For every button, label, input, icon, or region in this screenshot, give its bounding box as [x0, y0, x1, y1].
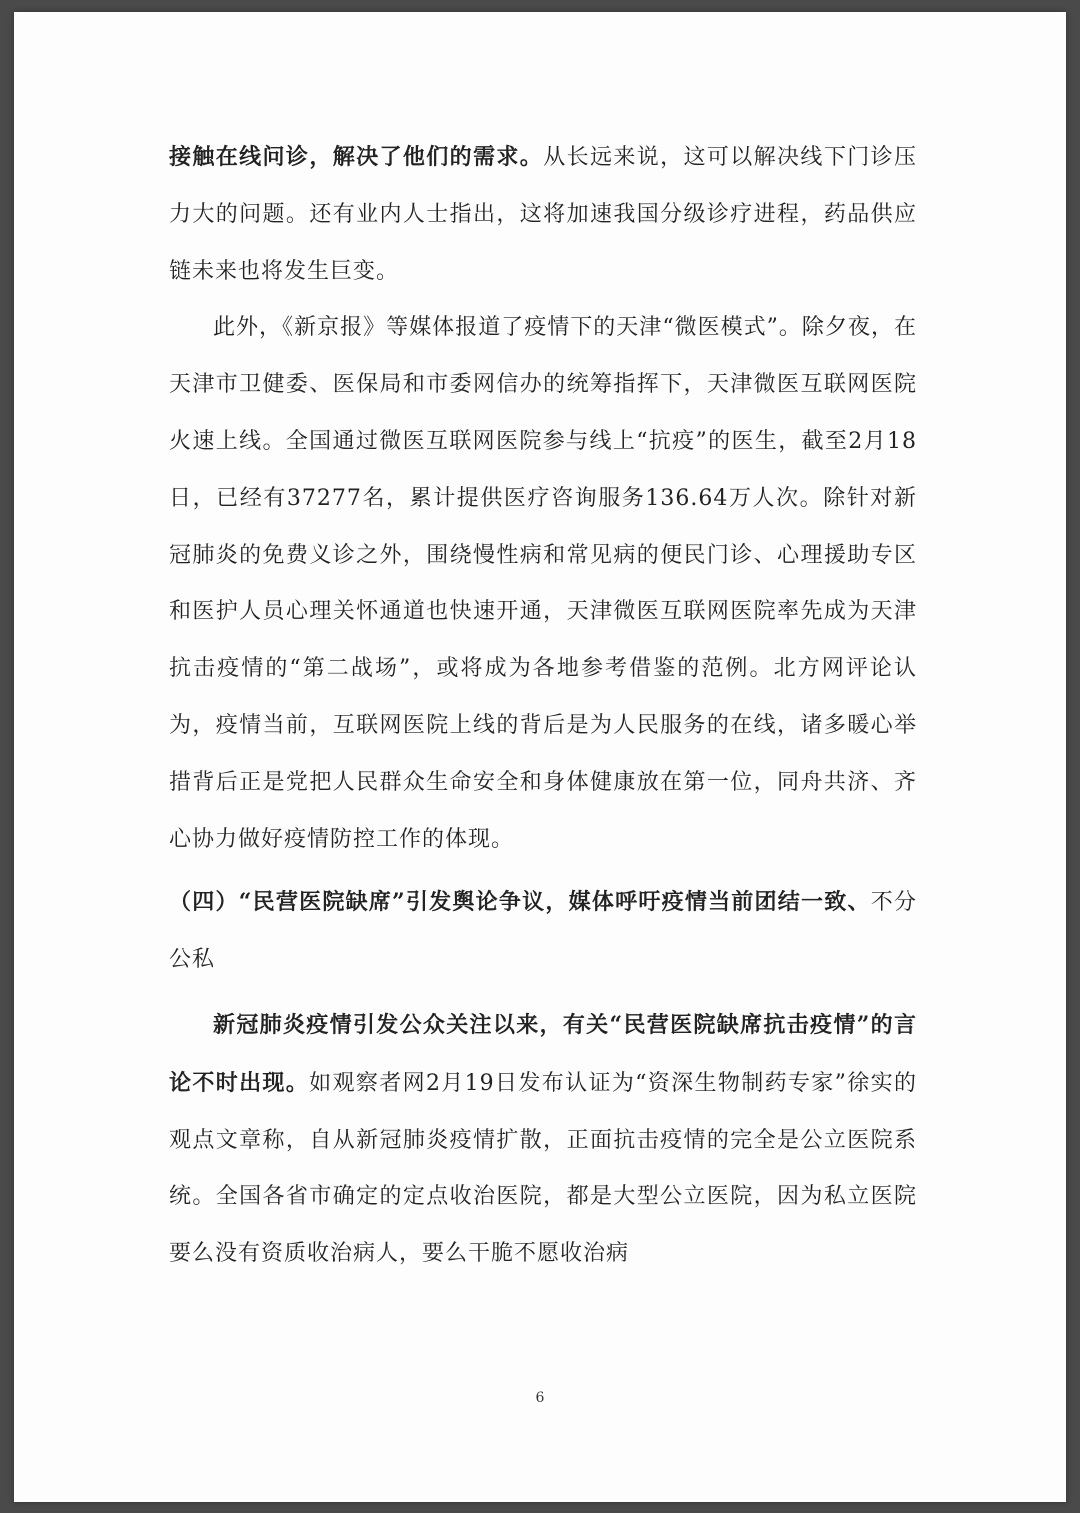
- paragraph-bold-lead: 新冠肺炎疫情引发公众关注以来，有关“民营医院缺席抗击疫情”的言论不时出现。: [169, 1011, 917, 1096]
- paragraph-wei-yi-demand: [169, 129, 917, 300]
- paragraph-tianjin-wei-yi-model: [169, 300, 917, 868]
- paragraph-private-hospitals: [169, 997, 917, 1283]
- paragraph-text: 此外，《新京报》等媒体报道了疫情下的天津“微医模式”。除夕夜，在天津市卫健委、医保局和市委网信办的统筹指挥下，天津微医互联网医院火速上线。全国通过微医互联网医院参与线上“抗疫”的医生，截至2月18日，已经有37277名，累计提供医疗咨询服务136.64万人次。除针对新冠肺炎的免费义诊之外，围绕慢性病和常见病的便民门诊、心理援助专区和医护人员心理关怀通道也快速开通，天津微医互联网医院率先成为天津抗击疫情的“第二战场”，或将成为各地参考借鉴的范例。北方网评论认为，疫情当前，互联网医院上线的背后是为人民服务的在线，诸多暖心举措背后正是党把人民群众生命安全和身体健康放在第一位，同舟共济、齐心协力做好疫情防控工作的体现。: [169, 315, 917, 852]
- heading-bold-part: （四）“民营医院缺席”引发舆论争议，媒体呼吁疫情当前团结一致、: [169, 889, 871, 916]
- document-body: [169, 129, 917, 1283]
- section-heading-4: [169, 874, 917, 989]
- paragraph-text: 从长远来说，这可以解决线下门诊压力大的问题。还有业内人士指出，这将加速我国分级诊疗进程，药品供应链未来也将发生巨变。: [169, 145, 917, 284]
- document-page: [14, 12, 1066, 1502]
- paragraph-bold-lead: 接触在线问诊，解决了他们的需求。: [169, 144, 544, 170]
- paragraph-text: 如观察者网2月19日发布认证为“资深生物制药专家”徐实的观点文章称，自从新冠肺炎疫情扩散，正面抗击疫情的完全是公立医院系统。全国各省市确定的定点收治医院，都是大型公立医院，因为私立医院要么没有资质收治病人，要么干脆不愿收治病: [169, 1070, 917, 1267]
- heading-normal-part: 不分公私: [169, 890, 917, 973]
- page-number: 6: [535, 1390, 545, 1406]
